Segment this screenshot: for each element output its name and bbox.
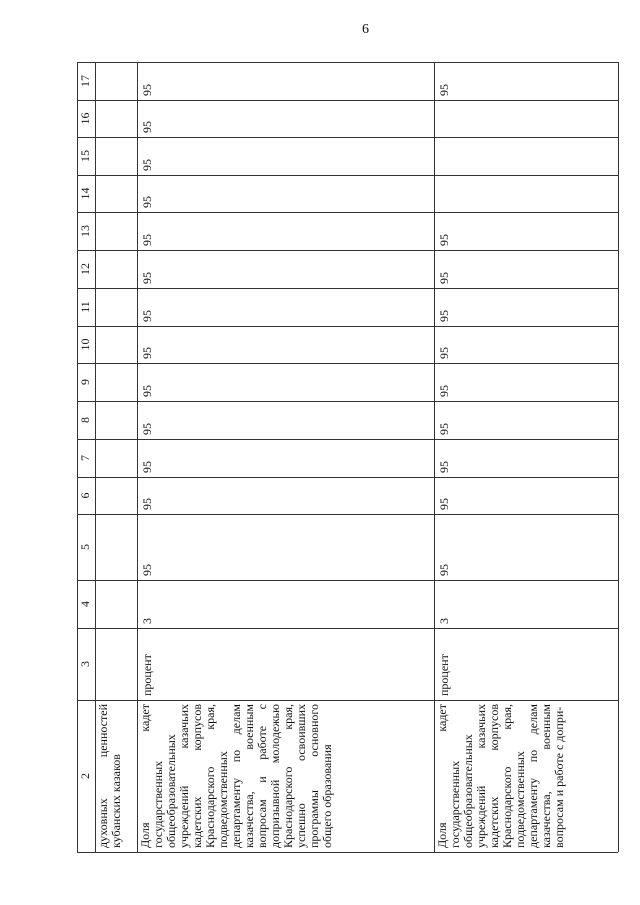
value-cell-r2-c6: 95	[437, 498, 451, 510]
value-cell-r1-c16: 95	[140, 121, 154, 133]
unit-cell-r1: процент	[140, 654, 154, 696]
value-cell-r1-c13: 95	[140, 234, 154, 246]
header-cell-7: 7	[78, 455, 92, 461]
value-cell-r2-c7: 95	[437, 461, 451, 473]
header-cell-13: 13	[78, 225, 92, 237]
header-cell-10: 10	[78, 338, 92, 351]
value-cell-r1-c12: 95	[140, 272, 154, 284]
value-cell-r1-c15: 95	[140, 159, 154, 171]
header-cell-8: 8	[78, 417, 92, 423]
value-cell-r1-c7: 95	[140, 461, 154, 473]
header-cell-6: 6	[78, 492, 92, 499]
indicator-cell-r1: Доля кадет государственных общеобразовательных учреждений казачьих кадетских корпусов Краснодарского края, подведомственных департаменту по делам казачества, военным вопросам и работе с допризывной молодежью Краснодарского края, успешно освоивших программы основного общего образования	[138, 704, 334, 848]
value-cell-r1-c14: 95	[140, 196, 154, 208]
value-cell-r2-c13: 95	[437, 234, 451, 246]
value-cell-r2-c11: 95	[437, 310, 451, 322]
value-cell-r2-c10: 95	[437, 347, 451, 359]
value-cell-r2-c17: 95	[437, 84, 451, 96]
value-cell-r1-c11: 95	[140, 310, 154, 322]
indicator-cell-r0: духовных ценностей кубанских казаков	[96, 704, 123, 848]
header-cell-17: 17	[78, 75, 92, 87]
value-cell-r2-c9: 95	[437, 385, 451, 397]
header-cell-14: 14	[78, 187, 92, 200]
value-cell-r1-c10: 95	[140, 347, 154, 359]
value-cell-r1-c9: 95	[140, 385, 154, 397]
base-cell-r2: 3	[437, 618, 451, 624]
header-cell-5: 5	[78, 544, 92, 550]
header-cell-15: 15	[78, 150, 92, 162]
value-cell-r2-c5: 95	[437, 564, 451, 576]
value-cell-r1-c8: 95	[140, 423, 154, 435]
value-cell-r1-c5: 95	[140, 564, 154, 576]
header-cell-9: 9	[78, 379, 92, 385]
header-cell-2: 2	[78, 773, 92, 779]
header-cell-16: 16	[78, 112, 92, 125]
indicator-cell-r2: Доля кадет государственных общеобразовательных учреждений казачьих кадетских корпусов Краснодарского края, подведомственных департаменту по делам казачества, военным вопросам и работе с допри-	[435, 704, 566, 848]
page-number: 6	[362, 22, 369, 37]
unit-cell-r2: процент	[437, 654, 451, 696]
value-cell-r2-c12: 95	[437, 272, 451, 284]
value-cell-r2-c8: 95	[437, 423, 451, 435]
header-cell-3: 3	[78, 661, 92, 667]
header-cell-12: 12	[78, 263, 92, 275]
row-number-strip	[77, 852, 618, 853]
value-cell-r1-c6: 95	[140, 498, 154, 510]
base-cell-r1: 3	[140, 618, 154, 624]
header-cell-11: 11	[78, 301, 92, 313]
table-rule	[618, 62, 619, 852]
header-cell-4: 4	[78, 601, 92, 607]
value-cell-r1-c17: 95	[140, 84, 154, 96]
indicators-grid	[77, 62, 618, 852]
